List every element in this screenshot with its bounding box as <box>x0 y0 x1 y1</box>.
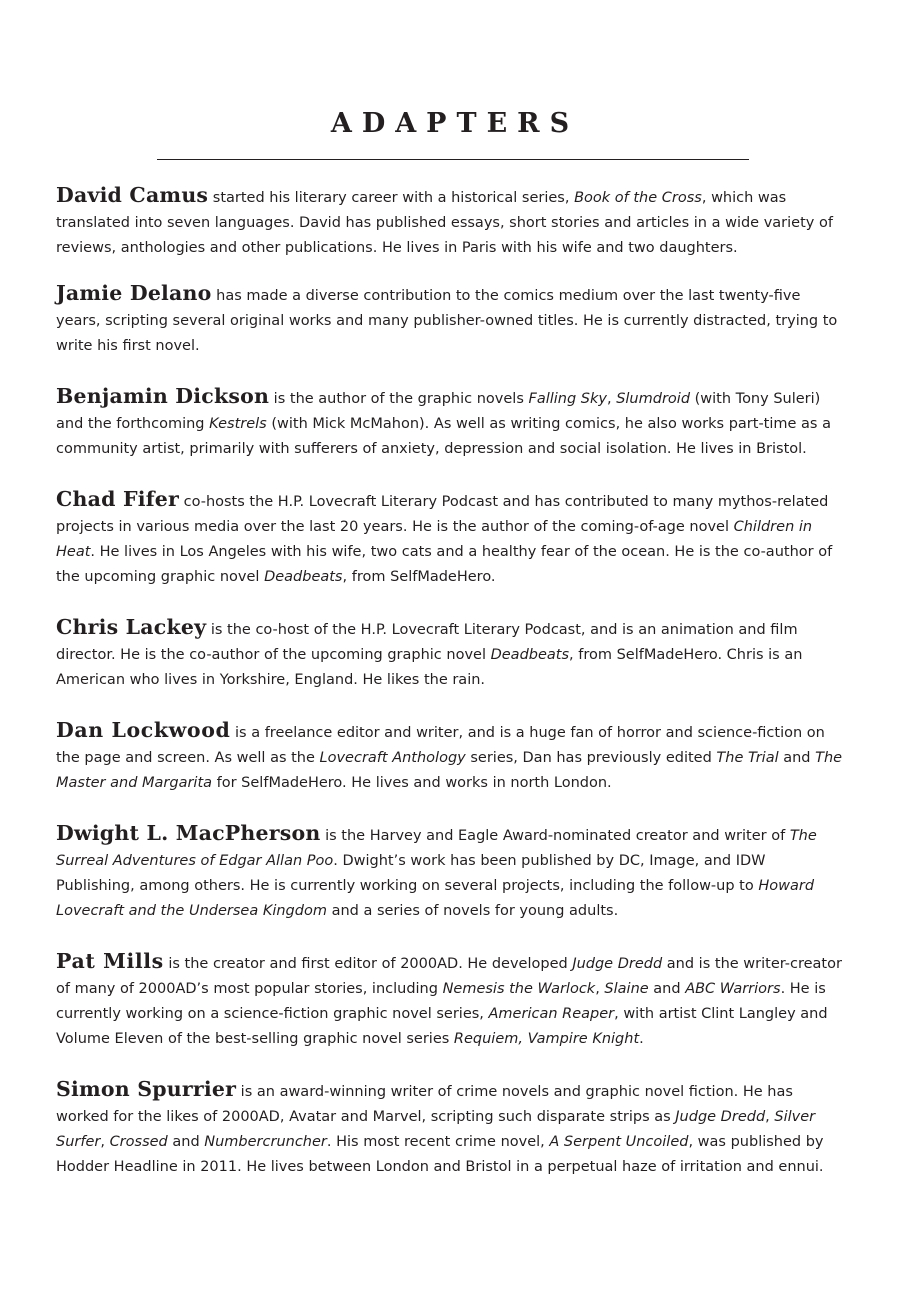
bio-text: . His most recent crime novel, <box>326 1134 550 1150</box>
work-title: Kestrels <box>209 416 267 432</box>
bio-benjamin-dickson <box>56 384 846 462</box>
work-title: Nemesis the Warlock <box>442 981 596 997</box>
bio-text: . He is currently working on a science-fiction graphic novel series, <box>56 981 826 1022</box>
bio-david-camus <box>56 183 846 261</box>
bio-text: has made a diverse contribution to the comics medium over the last twenty-five years, scripting several original works and many publisher-owned titles. He is currently distracted, trying to write his first novel. <box>56 288 838 354</box>
bio-name: Chad Fifer <box>56 487 179 511</box>
bio-text: , from SelfMadeHero. Chris is an American who lives in Yorkshire, England. He likes the rain. <box>56 647 803 688</box>
bio-text: and <box>648 981 686 997</box>
title-divider <box>157 159 749 160</box>
bio-text: is an award-winning writer of crime novels and graphic novel fiction. He has worked for the likes of 2000AD, Avatar and Marvel, scripting such disparate strips as <box>56 1084 793 1125</box>
bio-text: co-hosts the H.P. Lovecraft Literary Podcast and has contributed to many mythos-related projects in various media over the last 20 years. He is the author of the coming-of-age novel <box>56 494 829 535</box>
bio-name: Jamie Delano <box>56 281 212 305</box>
bio-text: . <box>639 1031 644 1047</box>
work-title: Crossed <box>109 1134 168 1150</box>
bio-name: Simon Spurrier <box>56 1077 237 1101</box>
work-title: ABC Warriors <box>685 981 781 997</box>
bio-text: , <box>765 1109 775 1125</box>
bio-name: Pat Mills <box>56 949 164 973</box>
bio-dwight-macpherson <box>56 821 846 924</box>
work-title: Book of the Cross <box>574 190 702 206</box>
bio-text: and a series of novels for young adults. <box>326 903 619 919</box>
work-title: Judge Dredd <box>675 1109 766 1125</box>
adapter-bios <box>56 183 846 1180</box>
bio-text: and is the writer-creator of many of 2000AD’s most popular stories, including <box>56 956 842 997</box>
work-title: Slaine <box>604 981 649 997</box>
bio-name: Benjamin Dickson <box>56 384 270 408</box>
work-title: A Serpent Uncoiled <box>549 1134 689 1150</box>
bio-text: is the author of the graphic novels <box>269 391 529 407</box>
bio-chad-fifer <box>56 487 846 590</box>
work-title: Deadbeats <box>264 569 343 585</box>
bio-text: and <box>778 750 816 766</box>
bio-name: Dan Lockwood <box>56 718 231 742</box>
bio-text: , was published by Hodder Headline in 2011. He lives between London and Bristol in a perpetual haze of irritation and ennui. <box>56 1134 824 1175</box>
bio-simon-spurrier <box>56 1077 846 1180</box>
work-title: Silver Surfer <box>56 1109 816 1150</box>
bio-text: is the Harvey and Eagle Award-nominated creator and writer of <box>320 828 790 844</box>
work-title: American Reaper <box>488 1006 615 1022</box>
bio-text: and <box>167 1134 205 1150</box>
bio-jamie-delano <box>56 281 846 359</box>
bio-text: started his literary career with a historical series, <box>208 190 575 206</box>
bio-name: Dwight L. MacPherson <box>56 821 321 845</box>
work-title: The Surreal Adventures of Edgar Allan Poo <box>56 828 817 869</box>
bio-text: , from SelfMadeHero. <box>342 569 496 585</box>
bio-text: . He lives in Los Angeles with his wife, two cats and a healthy fear of the ocean. He is the co-author of the upcoming graphic novel <box>56 544 833 585</box>
work-title: Howard Lovecraft and the Undersea Kingdom <box>56 878 815 919</box>
bio-text: , <box>606 391 617 407</box>
work-title: Slumdroid <box>616 391 691 407</box>
page-title: ADAPTERS <box>330 108 580 139</box>
work-title: Numbercruncher <box>204 1134 327 1150</box>
bio-dan-lockwood <box>56 718 846 796</box>
bio-text: is the co-host of the H.P. Lovecraft Literary Podcast, and is an animation and film director. He is the co-author of the upcoming graphic novel <box>56 622 798 663</box>
bio-text: , <box>595 981 605 997</box>
bio-text: (with Mick McMahon). As well as writing comics, he also works part-time as a community artist, primarily with sufferers of anxiety, depression and social isolation. He lives in Bristol. <box>56 416 831 457</box>
work-title: Requiem, Vampire Knight <box>453 1031 640 1047</box>
bio-text: is the creator and first editor of 2000AD. He developed <box>163 956 573 972</box>
bio-chris-lackey <box>56 615 846 693</box>
bio-text: is a freelance editor and writer, and is a huge fan of horror and science-fiction on the page and screen. As well as the <box>56 725 825 766</box>
work-title: Judge Dredd <box>572 956 663 972</box>
work-title: Falling Sky <box>528 391 607 407</box>
work-title: The Master and Margarita <box>56 750 843 791</box>
bio-name: David Camus <box>56 183 209 207</box>
work-title: Children in Heat <box>56 519 813 560</box>
work-title: The Trial <box>716 750 779 766</box>
bio-text: for SelfMadeHero. He lives and works in north London. <box>212 775 612 791</box>
bio-name: Chris Lackey <box>56 615 207 639</box>
work-title: Lovecraft Anthology <box>319 750 466 766</box>
work-title: Deadbeats <box>490 647 570 663</box>
bio-text: . Dwight’s work has been published by DC, Image, and IDW Publishing, among others. He is currently working on several projects, including the follow-up to <box>56 853 766 894</box>
bio-text: , which was translated into seven languages. David has published essays, short stories and articles in a wide variety of reviews, anthologies and other publications. He lives in Paris with his wife and two daughters. <box>56 190 833 256</box>
bio-text: (with Tony Suleri) and the forthcoming <box>56 391 821 432</box>
bio-text: , <box>100 1134 110 1150</box>
bio-text: series, Dan has previously edited <box>465 750 717 766</box>
bio-pat-mills <box>56 949 846 1052</box>
bio-text: , with artist Clint Langley and Volume Eleven of the best-selling graphic novel series <box>56 1006 828 1047</box>
